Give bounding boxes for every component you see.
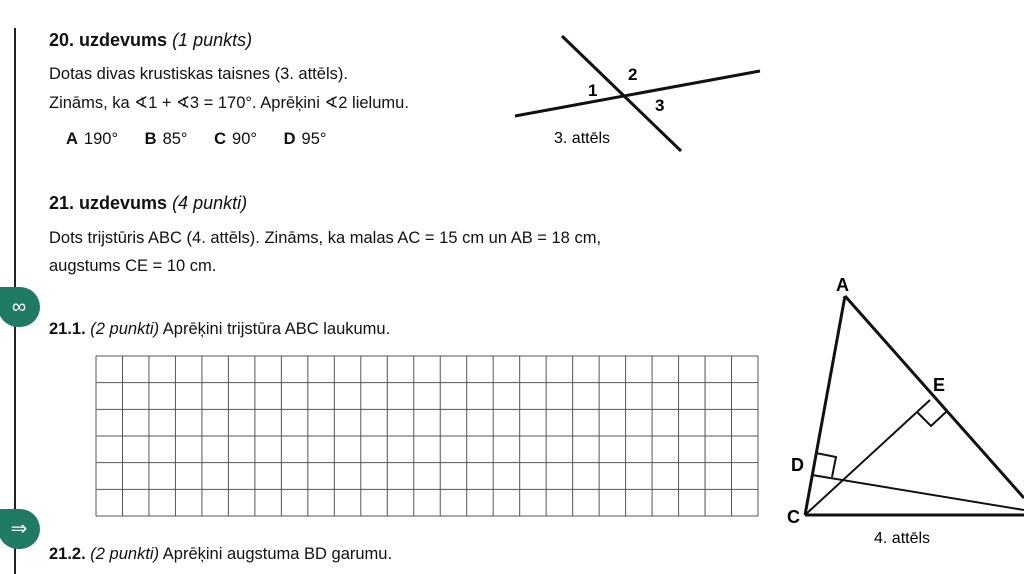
fig4-caption: 4. attēls bbox=[874, 530, 931, 547]
fig4-side-ac bbox=[805, 296, 845, 515]
task21-sub1: 21.1. (2 punkti) Aprēķini trijstūra ABC laukumu. bbox=[49, 320, 391, 338]
fig3-caption: 3. attēls bbox=[554, 130, 611, 147]
option-a[interactable]: A 190° bbox=[66, 130, 119, 148]
fig4-altitude-bd bbox=[812, 475, 1024, 510]
task21-line2: augstums CE = 10 cm. bbox=[49, 257, 217, 275]
option-d[interactable]: D 95° bbox=[283, 130, 327, 148]
task20-title-points: (1 punkts) bbox=[172, 30, 253, 50]
fig4-label-a: A bbox=[836, 275, 849, 295]
infinity-icon[interactable]: ∞ bbox=[0, 287, 40, 327]
task21-title-points: (4 punkti) bbox=[172, 193, 248, 213]
task21-line1: Dots trijstūris ABC (4. attēls). Zināms, ka malas AC = 15 cm un AB = 18 cm, bbox=[49, 229, 602, 247]
task21-sub2: 21.2. (2 punkti) Aprēķini augstuma BD garumu. bbox=[49, 545, 393, 563]
task20-line1: Dotas divas krustiskas taisnes (3. attēls). bbox=[49, 65, 348, 83]
task20-title-bold: 20. uzdevums bbox=[49, 30, 168, 50]
fig4-right-angle-e bbox=[917, 412, 946, 426]
option-b[interactable]: B 85° bbox=[144, 130, 188, 148]
fig3-angle1-label: 1 bbox=[588, 81, 598, 100]
fig4-label-d: D bbox=[791, 455, 804, 475]
fig3-angle3-label: 3 bbox=[655, 96, 665, 115]
option-c[interactable]: C 90° bbox=[214, 130, 257, 148]
fig4-side-ab bbox=[845, 296, 1024, 498]
arrow-right-icon[interactable]: ⇒ bbox=[0, 509, 40, 549]
task21-title-bold: 21. uzdevums bbox=[49, 193, 168, 213]
task20-line2: Zināms, ka ∢1 + ∢3 = 170°. Aprēķini ∢2 lielumu. bbox=[49, 94, 409, 112]
fig3-angle2-label: 2 bbox=[628, 65, 638, 84]
fig4-right-angle-d bbox=[816, 453, 836, 477]
fig4-label-e: E bbox=[933, 375, 946, 395]
fig4-label-c: C bbox=[787, 507, 800, 527]
